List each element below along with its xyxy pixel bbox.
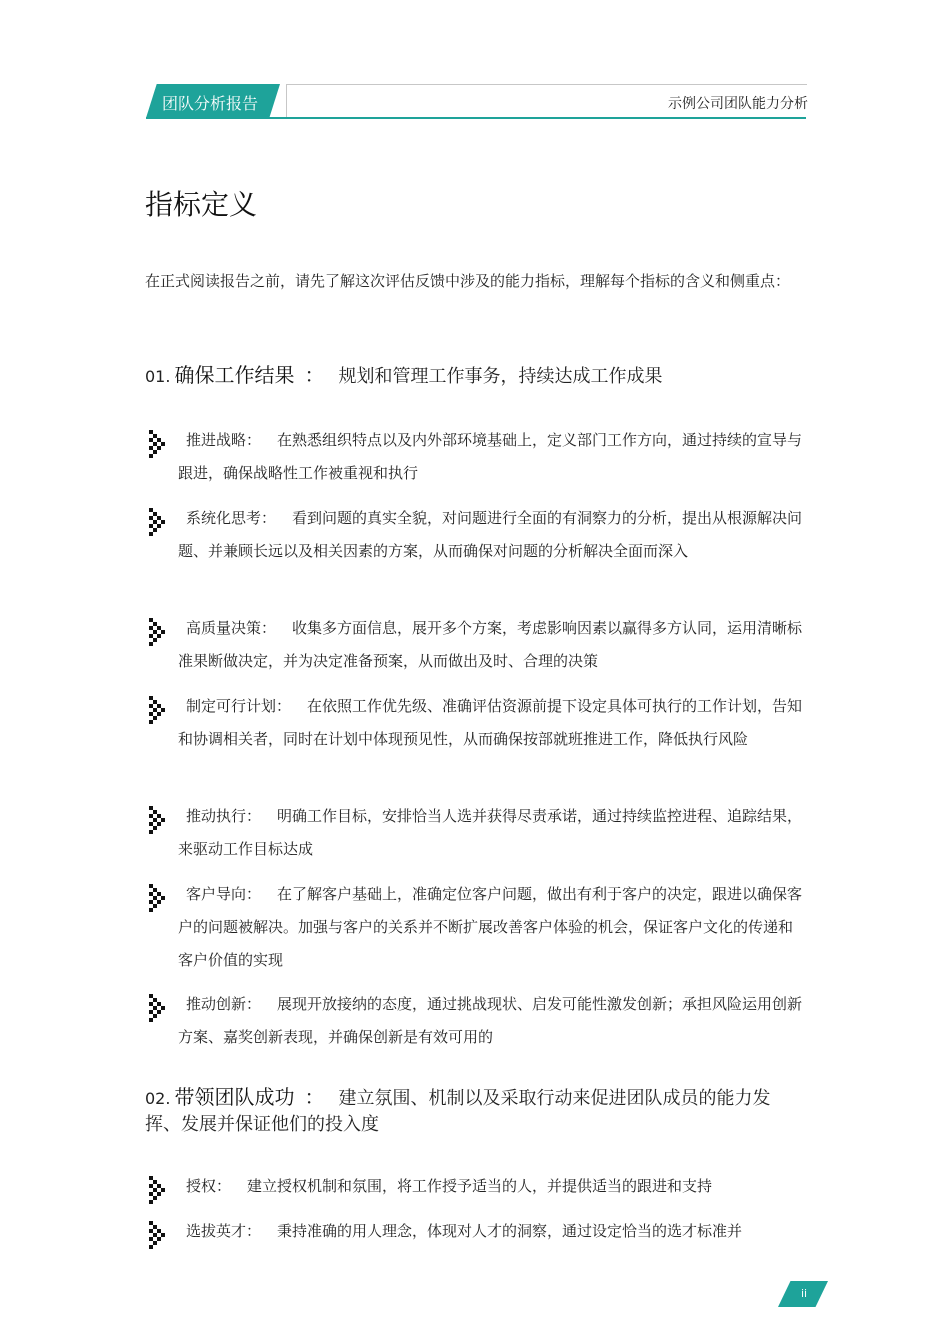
- page-title: 指标定义: [145, 188, 258, 221]
- section-number: 01.: [145, 367, 171, 386]
- item-name: 高质量决策：: [186, 619, 277, 637]
- checker-bullet-icon: [149, 618, 165, 646]
- section-colon: ：: [304, 1085, 325, 1109]
- item-text: 在依照工作优先级、准确评估资源前提下设定具体可执行的工作计划，告知和协调相关者，同时在计划中体现预见性，从而确保按部就班推进工作，降低执行风险: [178, 697, 803, 748]
- list-item: [178, 800, 804, 866]
- item-name: 客户导向：: [186, 885, 262, 903]
- section-number: 02.: [145, 1089, 171, 1108]
- checker-bullet-icon: [149, 884, 165, 912]
- list-item: [178, 988, 804, 1054]
- item-text: 明确工作目标，安排恰当人选并获得尽责承诺，通过持续监控进程、追踪结果，来驱动工作目标达成: [178, 807, 803, 858]
- item-text: 在熟悉组织特点以及内外部环境基础上，定义部门工作方向，通过持续的宣导与跟进，确保战略性工作被重视和执行: [178, 431, 803, 482]
- item-name: 制定可行计划：: [186, 697, 292, 715]
- item-name: 推进战略：: [186, 431, 262, 449]
- section-heading: [145, 1084, 805, 1138]
- item-text: 看到问题的真实全貌，对问题进行全面的有洞察力的分析，提出从根源解决问题、并兼顾长远以及相关因素的方案，从而确保对问题的分析解决全面而深入: [178, 509, 803, 560]
- section-heading: [145, 362, 805, 390]
- item-name: 授权：: [186, 1177, 232, 1195]
- header-divider: [146, 117, 806, 119]
- checker-bullet-icon: [149, 508, 165, 536]
- list-item: [178, 424, 804, 490]
- list-item: [178, 1215, 804, 1248]
- item-text: 收集多方面信息，展开多个方案，考虑影响因素以赢得多方认同，运用清晰标准果断做决定，并为决定准备预案，从而做出及时、合理的决策: [178, 619, 803, 670]
- item-text: 建立授权机制和氛围，将工作授予适当的人，并提供适当的跟进和支持: [247, 1177, 713, 1195]
- checker-bullet-icon: [149, 1221, 165, 1249]
- page-number: ii: [800, 1287, 808, 1300]
- intro-paragraph: 在正式阅读报告之前，请先了解这次评估反馈中涉及的能力指标，理解每个指标的含义和侧重点：: [145, 272, 791, 290]
- section-description: 规划和管理工作事务，持续达成工作成果: [338, 366, 663, 387]
- report-title: 示例公司团队能力分析: [668, 96, 808, 112]
- item-text: 展现开放接纳的态度，通过挑战现状、启发可能性激发创新；承担风险运用创新方案、嘉奖创新表现，并确保创新是有效可用的: [178, 995, 803, 1046]
- checker-bullet-icon: [149, 806, 165, 834]
- item-name: 系统化思考：: [186, 509, 277, 527]
- checker-bullet-icon: [149, 994, 165, 1022]
- checker-bullet-icon: [149, 696, 165, 724]
- checker-bullet-icon: [149, 1176, 165, 1204]
- section-description: 建立氛围、机制以及采取行动来促进团队成员的能力发挥、发展并保证他们的投入度: [145, 1088, 771, 1135]
- section-colon: ：: [304, 363, 325, 387]
- list-item: [178, 1170, 804, 1203]
- item-text: 在了解客户基础上，准确定位客户问题，做出有利于客户的决定，跟进以确保客户的问题被解决。加强与客户的关系并不断扩展改善客户体验的机会，保证客户文化的传递和客户价值的实现: [178, 885, 803, 969]
- section-title: 带领团队成功: [174, 1085, 295, 1109]
- item-name: 推动执行：: [186, 807, 262, 825]
- list-item: [178, 502, 804, 568]
- header-tab-label: 团队分析报告: [162, 94, 259, 113]
- section-title: 确保工作结果: [174, 363, 295, 387]
- item-text: 秉持准确的用人理念，体现对人才的洞察，通过设定恰当的选才标准并: [277, 1222, 743, 1240]
- checker-bullet-icon: [149, 430, 165, 458]
- item-name: 推动创新：: [186, 995, 262, 1013]
- list-item: [178, 878, 804, 977]
- list-item: [178, 690, 804, 756]
- list-item: [178, 612, 804, 678]
- item-name: 选拔英才：: [186, 1222, 262, 1240]
